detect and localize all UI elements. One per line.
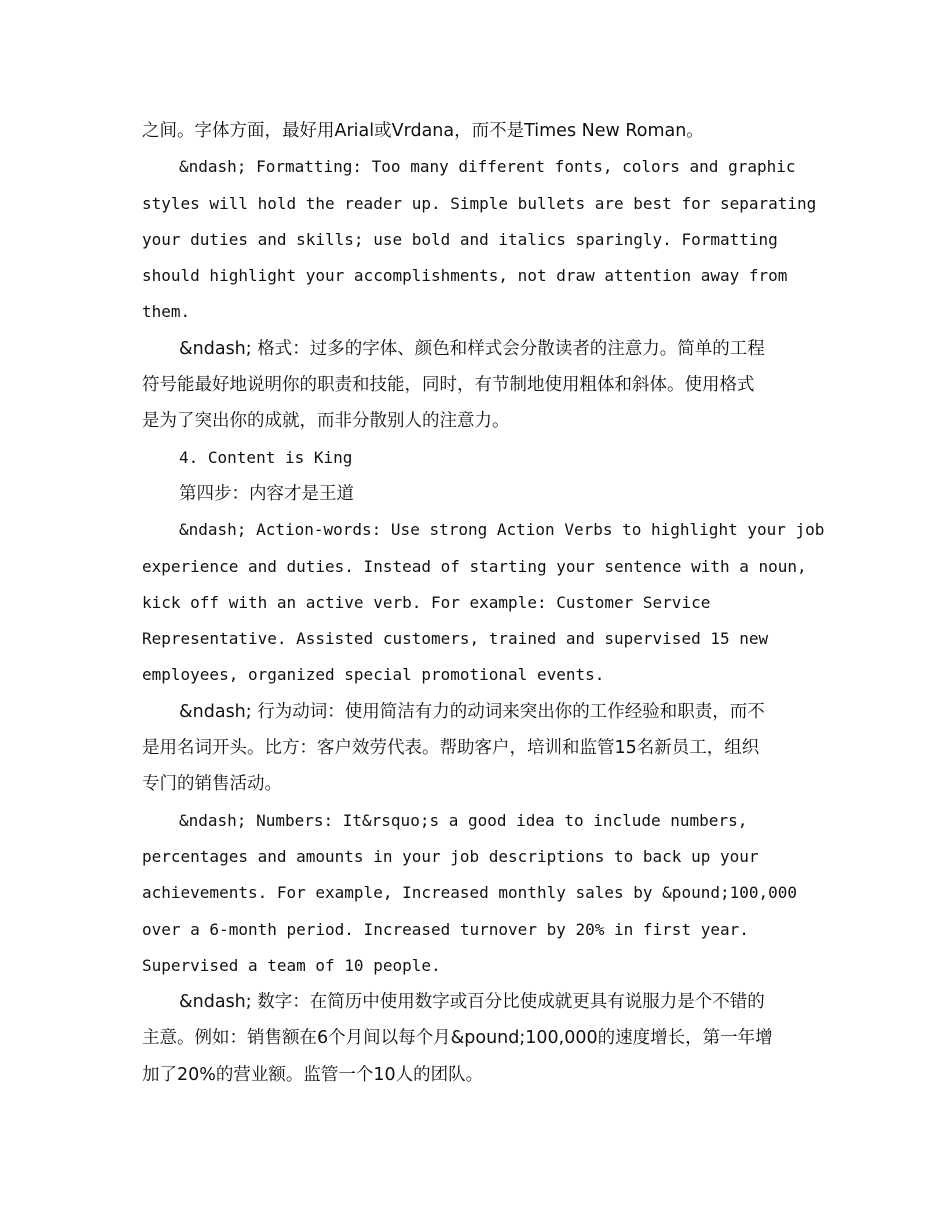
- text-line: 是用名词开头。比方：客户效劳代表。帮助客户，培训和监管15名新员工，组织: [142, 738, 760, 759]
- text-line: 是为了突出你的成就，而非分散别人的注意力。: [142, 411, 510, 432]
- text-line: achievements. For example, Increased monthly sales by &pound;100,000: [142, 883, 798, 903]
- text-line: percentages and amounts in your job descriptions to back up your: [142, 846, 759, 866]
- section-heading-en: [142, 440, 810, 476]
- text-line: them.: [142, 302, 191, 322]
- text-line: 加了20%的营业额。监管一个10人的团队。: [142, 1064, 484, 1085]
- document-body: [142, 113, 825, 1093]
- paragraph-action-words-en: [142, 512, 825, 693]
- paragraph-numbers-en: [142, 803, 810, 984]
- text-line: &ndash; Numbers: It&rsquo;s a good idea to include numbers,: [179, 810, 748, 830]
- text-line: Representative. Assisted customers, trained and supervised 15 new: [142, 629, 769, 649]
- text-line: &ndash; Formatting: Too many different fonts, colors and graphic: [179, 157, 796, 177]
- text-line: your duties and skills; use bold and italics sparingly. Formatting: [142, 229, 778, 249]
- text-line: &ndash; 数字：在简历中使用数字或百分比使成就更具有说服力是个不错的: [179, 992, 765, 1013]
- text-line: kick off with an active verb. For example: Customer Service: [142, 592, 711, 612]
- text-line: 4. Content is King: [179, 447, 353, 467]
- paragraph-numbers-cn: [142, 984, 810, 1093]
- text-line: experience and duties. Instead of starting your sentence with a noun,: [142, 556, 807, 576]
- text-line: over a 6-month period. Increased turnover by 20% in first year.: [142, 919, 749, 939]
- text-line: styles will hold the reader up. Simple bullets are best for separating: [142, 193, 817, 213]
- text-line: Supervised a team of 10 people.: [142, 955, 441, 975]
- section-heading-cn: [142, 476, 810, 512]
- text-line: &ndash; 格式：过多的字体、颜色和样式会分散读者的注意力。简单的工程: [179, 338, 765, 359]
- text-line: should highlight your accomplishments, not draw attention away from: [142, 266, 788, 286]
- paragraph-action-words-cn: [142, 694, 810, 803]
- text-line: 之间。字体方面，最好用Arial或Vrdana，而不是Times New Roman。: [142, 121, 704, 141]
- text-line: 专门的销售活动。: [142, 774, 282, 795]
- paragraph-font-advice-cn: [142, 113, 810, 149]
- text-line: &ndash; 行为动词：使用简洁有力的动词来突出你的工作经验和职责，而不: [179, 701, 765, 722]
- text-line: 第四步：内容才是王道: [179, 483, 354, 504]
- text-line: &ndash; Action-words: Use strong Action Verbs to highlight your job: [179, 520, 825, 540]
- text-line: employees, organized special promotional events.: [142, 665, 605, 685]
- paragraph-formatting-en: [142, 149, 817, 330]
- text-line: 符号能最好地说明你的职责和技能，同时，有节制地使用粗体和斜体。使用格式: [142, 375, 755, 396]
- text-line: 主意。例如：销售额在6个月间以每个月&pound;100,000的速度增长，第一年增: [142, 1028, 773, 1049]
- paragraph-formatting-cn: [142, 331, 810, 440]
